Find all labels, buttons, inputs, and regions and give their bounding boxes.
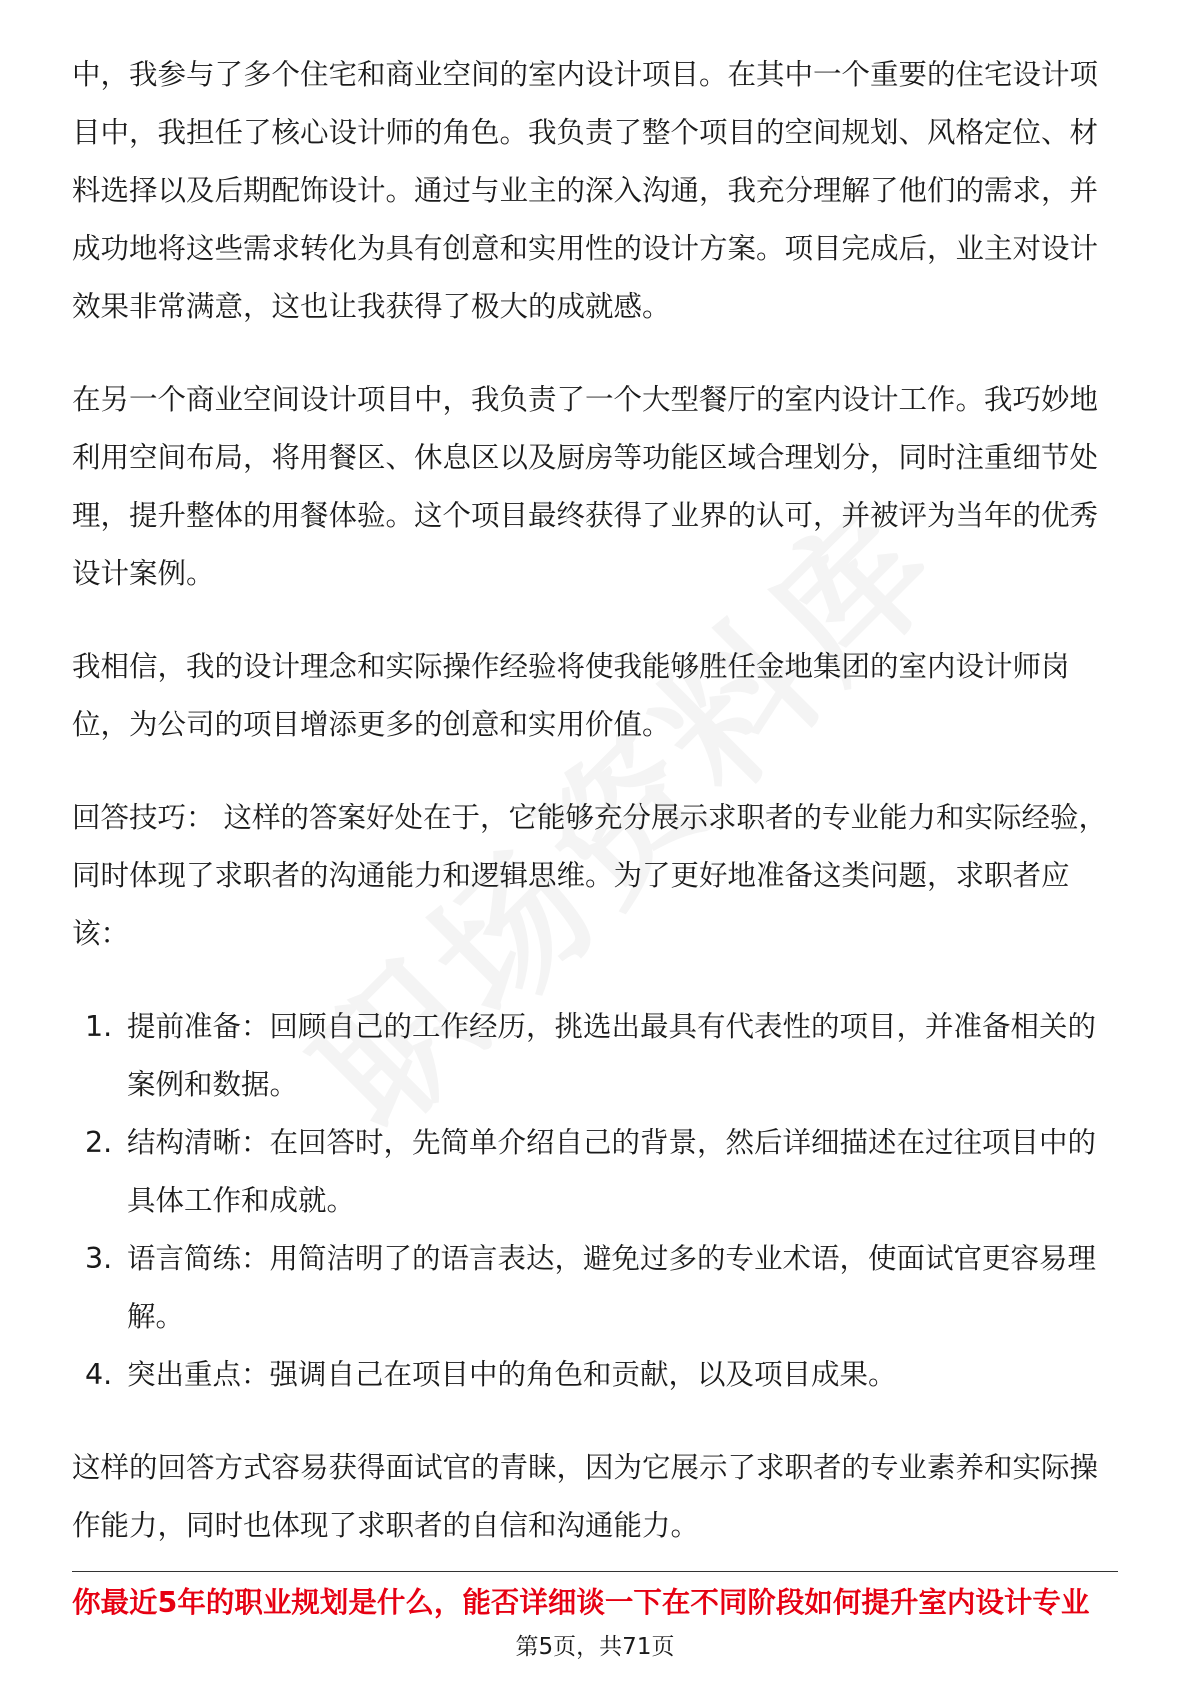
list-item-number: 3. bbox=[85, 1242, 113, 1275]
page-number: 第5页，共71页 bbox=[515, 1634, 675, 1660]
list-item bbox=[72, 1230, 1118, 1346]
tips-list bbox=[72, 998, 1118, 1404]
list-item bbox=[72, 1114, 1118, 1230]
list-item-number: 2. bbox=[85, 1126, 113, 1159]
paragraph-answer-tips: 回答技巧： 这样的答案好处在于，它能够充分展示求职者的专业能力和实际经验，同时体现了求职者的沟通能力和逻辑思维。为了更好地准备这类问题，求职者应该： bbox=[72, 801, 1108, 950]
list-item-text: 语言简练：用简洁明了的语言表达，避免过多的专业术语，使面试官更容易理解。 bbox=[127, 1242, 1097, 1333]
paragraph-conclusion: 我相信，我的设计理念和实际操作经验将使我能够胜任金地集团的室内设计师岗位，为公司的项目增添更多的创意和实用价值。 bbox=[72, 650, 1070, 741]
next-question-heading: 你最近5年的职业规划是什么，能否详细谈一下在不同阶段如何提升室内设计专业 bbox=[72, 1586, 1090, 1619]
list-item-text: 提前准备：回顾自己的工作经历，挑选出最具有代表性的项目，并准备相关的案例和数据。 bbox=[127, 1010, 1097, 1101]
list-item-text: 突出重点：强调自己在项目中的角色和贡献，以及项目成果。 bbox=[127, 1358, 897, 1391]
footer-divider bbox=[72, 1571, 1118, 1572]
document-body bbox=[72, 46, 1118, 1590]
list-item bbox=[72, 1346, 1118, 1404]
list-item-number: 4. bbox=[85, 1358, 113, 1391]
list-item-number: 1. bbox=[85, 1010, 113, 1043]
list-item-text: 结构清晰：在回答时，先简单介绍自己的背景，然后详细描述在过往项目中的具体工作和成就。 bbox=[127, 1126, 1097, 1217]
paragraph-commercial-project: 在另一个商业空间设计项目中，我负责了一个大型餐厅的室内设计工作。我巧妙地利用空间布局，将用餐区、休息区以及厨房等功能区域合理划分，同时注重细节处理，提升整体的用餐体验。这个项目最终获得了业界的认可，并被评为当年的优秀设计案例。 bbox=[72, 383, 1099, 590]
paragraph-closing: 这样的回答方式容易获得面试官的青睐，因为它展示了求职者的专业素养和实际操作能力，同时也体现了求职者的自信和沟通能力。 bbox=[72, 1451, 1099, 1542]
paragraph-residential-project: 中，我参与了多个住宅和商业空间的室内设计项目。在其中一个重要的住宅设计项目中，我担任了核心设计师的角色。我负责了整个项目的空间规划、风格定位、材料选择以及后期配饰设计。通过与业主的深入沟通，我充分理解了他们的需求，并成功地将这些需求转化为具有创意和实用性的设计方案。项目完成后，业主对设计效果非常满意，这也让我获得了极大的成就感。 bbox=[72, 58, 1099, 323]
list-item bbox=[72, 998, 1118, 1114]
